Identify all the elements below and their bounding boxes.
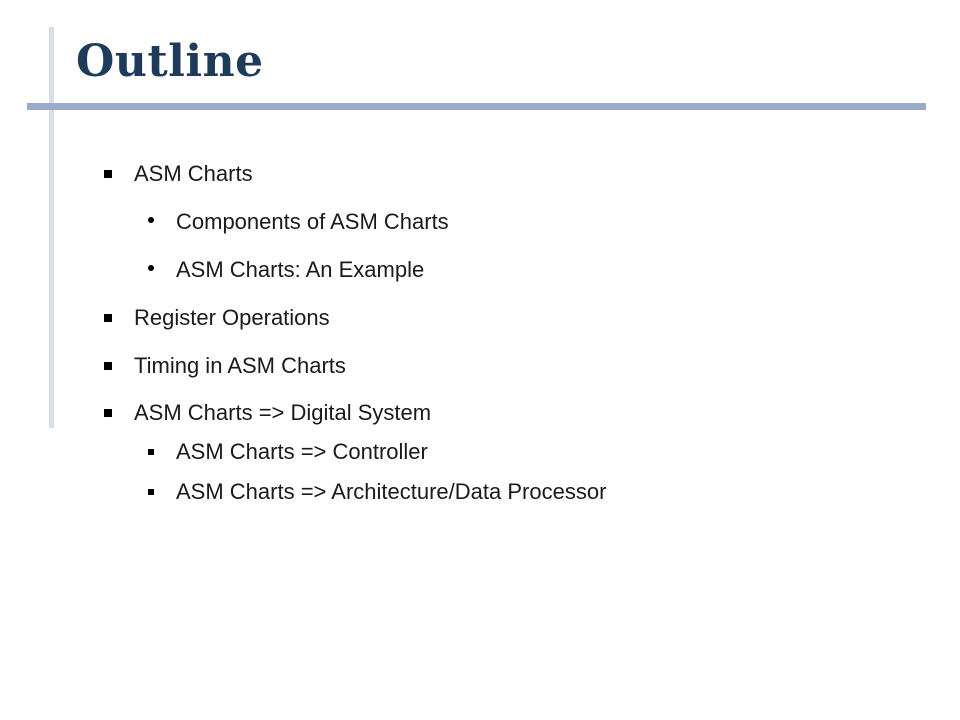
outline-item-timing	[134, 353, 346, 379]
outline-item-label: ASM Charts => Architecture/Data Processor	[176, 479, 607, 504]
outline-item-label: Timing in ASM Charts	[134, 353, 346, 378]
square-bullet-icon	[148, 489, 154, 495]
outline-item-label: Components of ASM Charts	[176, 209, 449, 234]
round-bullet-icon	[148, 265, 154, 271]
outline-item-label: Register Operations	[134, 305, 330, 330]
outline-item-label: ASM Charts => Controller	[176, 439, 428, 464]
outline-item-label: ASM Charts: An Example	[176, 257, 425, 282]
square-bullet-icon	[148, 449, 154, 455]
outline-item-digital-system	[134, 400, 431, 426]
outline-subitem-components	[176, 209, 449, 235]
outline-item-asm-charts	[134, 161, 253, 187]
slide-title: Outline	[76, 36, 264, 87]
square-bullet-icon	[104, 314, 112, 322]
outline-subitem-architecture	[176, 479, 606, 505]
outline-subitem-example	[176, 257, 424, 283]
round-bullet-icon	[148, 217, 154, 223]
square-bullet-icon	[104, 362, 112, 370]
outline-item-register-operations	[134, 305, 330, 331]
outline-subitem-controller	[176, 439, 428, 465]
square-bullet-icon	[104, 409, 112, 417]
outline-item-label: ASM Charts	[134, 161, 253, 186]
outline-item-label: ASM Charts => Digital System	[134, 400, 432, 425]
square-bullet-icon	[104, 170, 112, 178]
